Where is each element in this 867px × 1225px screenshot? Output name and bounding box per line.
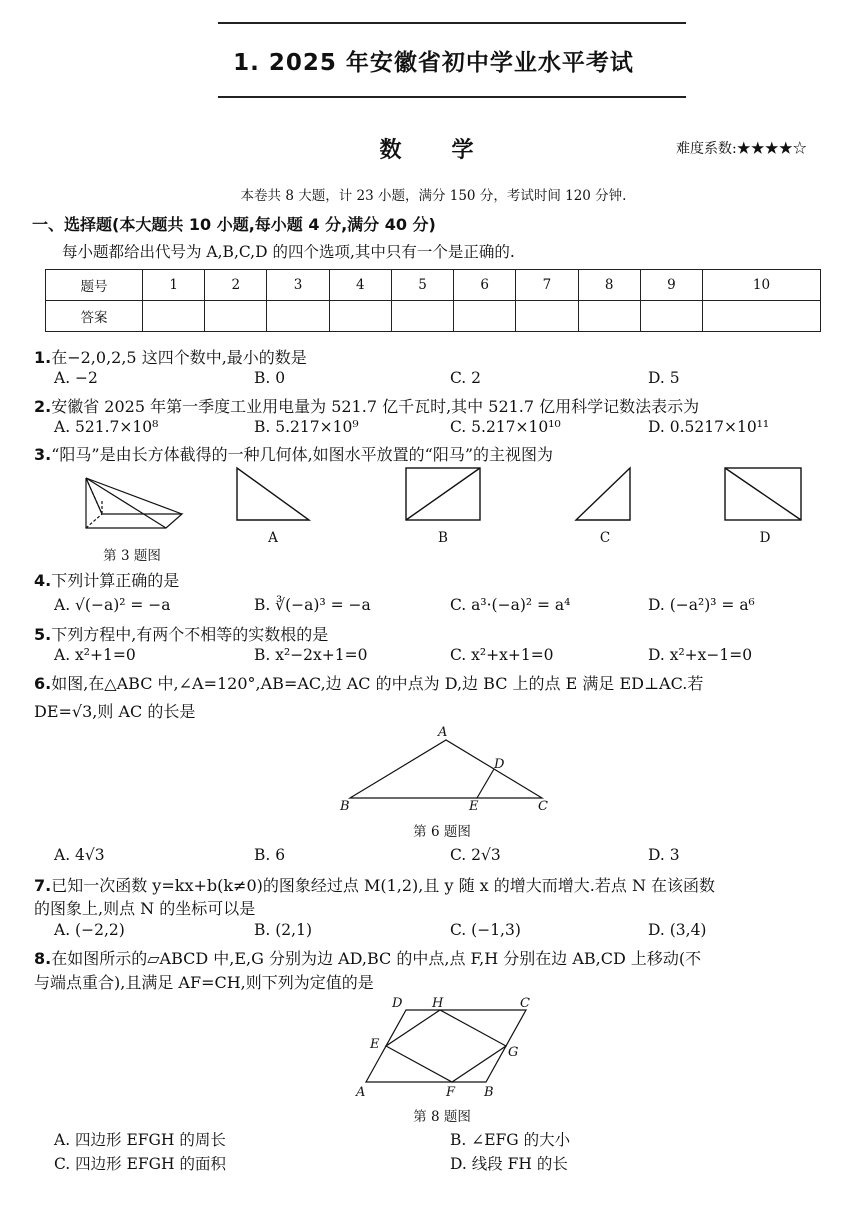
q6-option-a[interactable]: A. 4√3	[54, 846, 105, 864]
q8-option-a[interactable]: A. 四边形 EFGH 的周长	[54, 1131, 226, 1149]
q8-label: B	[484, 1085, 494, 1100]
q1-option-c[interactable]: C. 2	[450, 369, 482, 387]
q6-option-b[interactable]: B. 6	[254, 846, 286, 864]
q3-option-b-view[interactable]	[404, 466, 482, 522]
q8-label: E	[370, 1037, 380, 1052]
section-heading: 一、选择题(本大题共 10 小题,每小题 4 分,满分 40 分)	[32, 215, 436, 234]
exam-intro: 本卷共 8 大题，计 23 小题，满分 150 分，考试时间 120 分钟.	[240, 188, 627, 204]
answer-table-header-row	[46, 270, 821, 301]
q3-option-d-label[interactable]: D	[759, 530, 771, 546]
answer-cell[interactable]	[267, 301, 329, 332]
question-stem: 安徽省 2025 年第一季度工业用电量为 521.7 亿千瓦时,其中 521.7 亿用科学记数法表示为	[51, 397, 700, 416]
q6-label: C	[538, 799, 548, 814]
answer-table	[45, 269, 821, 332]
question-number: 7.	[34, 876, 52, 895]
q6-option-c[interactable]: C. 2√3	[450, 846, 501, 864]
q6-label: E	[469, 799, 479, 814]
answer-cell[interactable]	[516, 301, 578, 332]
question-number: 1.	[34, 348, 52, 367]
table-number-cell: 10	[702, 270, 820, 301]
q1-option-a[interactable]: A. −2	[54, 369, 98, 387]
answer-cell[interactable]	[640, 301, 702, 332]
question-8	[34, 946, 701, 969]
table-number-cell: 6	[454, 270, 516, 301]
q6-label: D	[494, 757, 505, 772]
answer-cell[interactable]	[329, 301, 391, 332]
bottom-rule	[218, 96, 686, 98]
answer-cell[interactable]	[391, 301, 453, 332]
question-stem: 在如图所示的▱ABCD 中,E,G 分别为边 AD,BC 的中点,点 F,H 分别在边 AB,CD 上移动(不	[51, 949, 702, 968]
q3-yangma-figure	[80, 470, 190, 542]
answer-cell[interactable]	[205, 301, 267, 332]
q5-option-c[interactable]: C. x²+x+1=0	[450, 646, 554, 664]
q4-option-a[interactable]: A. √(−a)² = −a	[54, 596, 171, 614]
question-stem: 已知一次函数 y=kx+b(k≠0)的图象经过点 M(1,2),且 y 随 x 的增大而增大.若点 N 在该函数	[51, 876, 716, 895]
q2-option-d[interactable]: D. 0.5217×10¹¹	[648, 418, 770, 436]
question-7-line-2: 的图象上,则点 N 的坐标可以是	[34, 899, 256, 918]
q8-option-c[interactable]: C. 四边形 EFGH 的面积	[54, 1155, 226, 1173]
question-1	[34, 345, 307, 368]
answer-cell[interactable]	[454, 301, 516, 332]
question-6-line-2: DE=√3,则 AC 的长是	[34, 702, 196, 721]
question-number: 2.	[34, 397, 52, 416]
table-label-number: 题号	[46, 270, 143, 301]
question-7	[34, 873, 715, 896]
question-2	[34, 394, 699, 417]
q7-option-b[interactable]: B. (2,1)	[254, 921, 312, 939]
question-number: 6.	[34, 674, 52, 693]
question-4	[34, 568, 179, 591]
table-label-answer: 答案	[46, 301, 143, 332]
q2-option-a[interactable]: A. 521.7×10⁸	[54, 418, 159, 436]
q3-option-a-view[interactable]	[235, 466, 311, 522]
q6-figure-caption: 第 6 题图	[413, 824, 471, 840]
q7-option-c[interactable]: C. (−1,3)	[450, 921, 521, 939]
question-number: 5.	[34, 625, 52, 644]
q8-label: G	[508, 1045, 519, 1060]
q5-option-d[interactable]: D. x²+x−1=0	[648, 646, 753, 664]
question-8-line-2: 与端点重合),且满足 AF=CH,则下列为定值的是	[34, 973, 374, 992]
q8-option-d[interactable]: D. 线段 FH 的长	[450, 1155, 568, 1173]
q6-option-d[interactable]: D. 3	[648, 846, 680, 864]
q8-label: C	[520, 996, 530, 1011]
q3-option-d-view[interactable]	[723, 466, 803, 522]
q8-label: H	[432, 996, 444, 1011]
q8-parallelogram-figure	[352, 994, 552, 1102]
q3-option-a-label[interactable]: A	[268, 530, 278, 546]
q3-figure-caption: 第 3 题图	[103, 548, 161, 564]
q4-option-d[interactable]: D. (−a²)³ = a⁶	[648, 596, 755, 614]
table-number-cell: 8	[578, 270, 640, 301]
top-rule	[218, 22, 686, 24]
question-stem: 如图,在△ABC 中,∠A=120°,AB=AC,边 AC 的中点为 D,边 BC 上的点 E 满足 ED⊥AC.若	[51, 674, 704, 693]
q7-option-d[interactable]: D. (3,4)	[648, 921, 707, 939]
q2-option-c[interactable]: C. 5.217×10¹⁰	[450, 418, 561, 436]
table-number-cell: 4	[329, 270, 391, 301]
q1-option-d[interactable]: D. 5	[648, 369, 680, 387]
q3-option-b-label[interactable]: B	[438, 530, 448, 546]
q6-label: A	[438, 725, 448, 740]
q7-option-a[interactable]: A. (−2,2)	[54, 921, 125, 939]
answer-table-answer-row	[46, 301, 821, 332]
q4-option-b[interactable]: B. ∛(−a)³ = −a	[254, 596, 371, 614]
section-note: 每小题都给出代号为 A,B,C,D 的四个选项,其中只有一个是正确的.	[62, 243, 515, 261]
question-stem: 下列方程中,有两个不相等的实数根的是	[51, 625, 329, 644]
q6-label: B	[340, 799, 350, 814]
question-3	[34, 442, 553, 465]
table-number-cell: 9	[640, 270, 702, 301]
q2-option-b[interactable]: B. 5.217×10⁹	[254, 418, 359, 436]
q3-option-c-label[interactable]: C	[599, 530, 611, 546]
table-number-cell: 5	[391, 270, 453, 301]
q3-option-c-view[interactable]	[574, 466, 632, 522]
answer-cell[interactable]	[578, 301, 640, 332]
subject-heading: 数 学	[379, 138, 488, 163]
question-number: 4.	[34, 571, 52, 590]
exam-title: 1. 2025 年安徽省初中学业水平考试	[233, 50, 634, 76]
q4-option-c[interactable]: C. a³·(−a)² = a⁴	[450, 596, 571, 614]
question-5	[34, 622, 328, 645]
question-stem: 在−2,0,2,5 这四个数中,最小的数是	[51, 348, 307, 367]
q1-option-b[interactable]: B. 0	[254, 369, 286, 387]
q8-figure-caption: 第 8 题图	[413, 1109, 471, 1125]
table-number-cell: 7	[516, 270, 578, 301]
q8-option-b[interactable]: B. ∠EFG 的大小	[450, 1131, 571, 1149]
q8-label: A	[356, 1085, 366, 1100]
q5-option-a[interactable]: A. x²+1=0	[54, 646, 136, 664]
answer-cell[interactable]	[702, 301, 820, 332]
q8-label: F	[446, 1085, 456, 1100]
difficulty-rating: 难度系数:★★★★☆	[676, 141, 807, 157]
question-stem: 下列计算正确的是	[51, 571, 180, 590]
q5-option-b[interactable]: B. x²−2x+1=0	[254, 646, 368, 664]
q6-triangle-figure	[336, 726, 556, 818]
question-6	[34, 671, 703, 694]
answer-cell[interactable]	[143, 301, 205, 332]
table-number-cell: 2	[205, 270, 267, 301]
q8-label: D	[392, 996, 403, 1011]
question-number: 3.	[34, 445, 52, 464]
question-stem: “阳马”是由长方体截得的一种几何体,如图水平放置的“阳马”的主视图为	[51, 445, 554, 464]
table-number-cell: 3	[267, 270, 329, 301]
table-number-cell: 1	[143, 270, 205, 301]
question-number: 8.	[34, 949, 52, 968]
